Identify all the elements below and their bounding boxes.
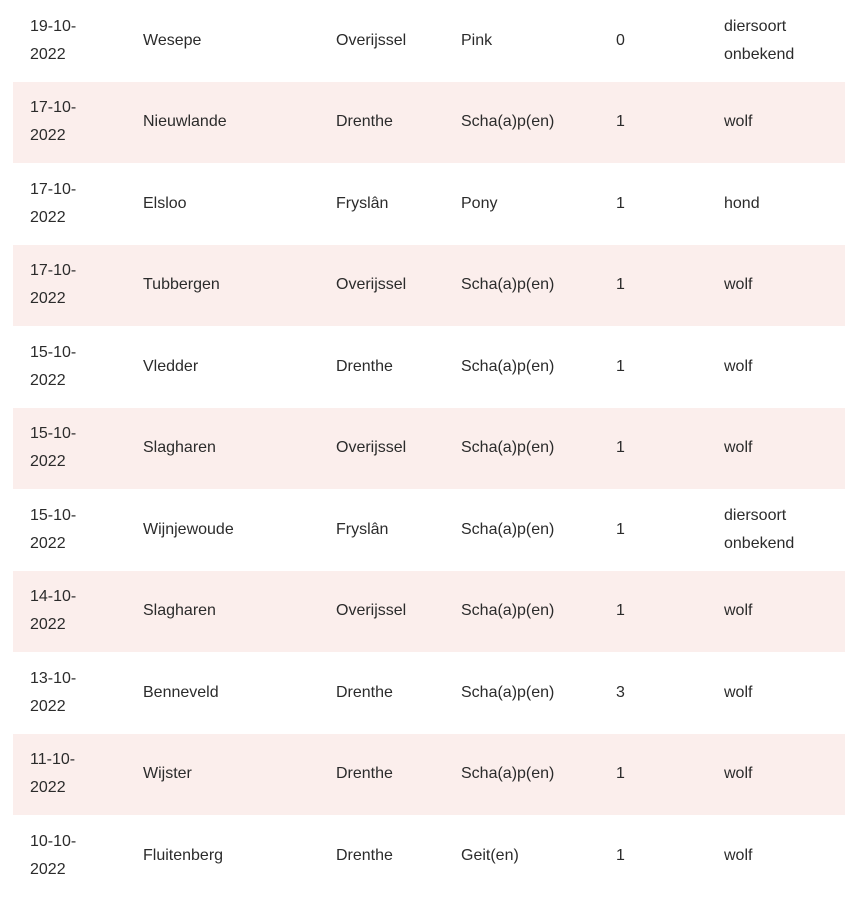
table-row — [13, 734, 845, 816]
date-cell: 17-10-2022 — [30, 99, 77, 145]
count-cell: 1 — [616, 846, 625, 864]
place-cell: Nieuwlande — [143, 113, 227, 131]
table-row — [13, 408, 845, 490]
animal-cell: Scha(a)p(en) — [461, 113, 555, 131]
province-cell: Drenthe — [336, 113, 393, 131]
animal-cell: Pink — [461, 31, 493, 49]
table-row — [13, 815, 845, 897]
cause-cell: wolf — [724, 602, 753, 620]
province-cell: Drenthe — [336, 357, 393, 375]
date-cell: 17-10-2022 — [30, 180, 77, 226]
animal-cell: Geit(en) — [461, 846, 519, 864]
count-cell: 3 — [616, 683, 625, 701]
table-row — [13, 0, 845, 82]
cause-cell: wolf — [724, 113, 753, 131]
province-cell: Overijssel — [336, 276, 407, 294]
cause-cell: diersoort onbekend — [724, 17, 795, 63]
animal-cell: Scha(a)p(en) — [461, 602, 555, 620]
date-cell: 15-10-2022 — [30, 343, 77, 389]
cause-cell: wolf — [724, 439, 753, 457]
animal-cell: Scha(a)p(en) — [461, 683, 555, 701]
date-cell: 14-10-2022 — [30, 588, 77, 634]
cause-cell: wolf — [724, 765, 753, 783]
date-cell: 19-10-2022 — [30, 17, 77, 63]
place-cell: Benneveld — [143, 683, 219, 701]
count-cell: 1 — [616, 357, 625, 375]
animal-cell: Scha(a)p(en) — [461, 520, 555, 538]
place-cell: Vledder — [143, 357, 199, 375]
province-cell: Drenthe — [336, 846, 393, 864]
province-cell: Fryslân — [336, 194, 389, 212]
date-cell: 11-10-2022 — [30, 751, 76, 797]
table-row — [13, 163, 845, 245]
count-cell: 1 — [616, 520, 625, 538]
place-cell: Wijnjewoude — [143, 520, 234, 538]
count-cell: 0 — [616, 31, 625, 49]
date-cell: 15-10-2022 — [30, 425, 77, 471]
animal-cell: Scha(a)p(en) — [461, 439, 555, 457]
place-cell: Tubbergen — [143, 276, 220, 294]
table-row — [13, 652, 845, 734]
incidents-table — [13, 0, 845, 897]
province-cell: Overijssel — [336, 31, 407, 49]
date-cell: 17-10-2022 — [30, 262, 77, 308]
place-cell: Fluitenberg — [143, 846, 224, 864]
province-cell: Drenthe — [336, 683, 393, 701]
province-cell: Overijssel — [336, 439, 407, 457]
table-row — [13, 82, 845, 164]
place-cell: Slagharen — [143, 439, 216, 457]
place-cell: Elsloo — [143, 194, 187, 212]
province-cell: Overijssel — [336, 602, 407, 620]
date-cell: 13-10-2022 — [30, 669, 77, 715]
province-cell: Fryslân — [336, 520, 389, 538]
place-cell: Slagharen — [143, 602, 216, 620]
animal-cell: Scha(a)p(en) — [461, 276, 555, 294]
date-cell: 10-10-2022 — [30, 832, 77, 878]
cause-cell: wolf — [724, 846, 753, 864]
count-cell: 1 — [616, 276, 625, 294]
count-cell: 1 — [616, 602, 625, 620]
table-row — [13, 326, 845, 408]
animal-cell: Scha(a)p(en) — [461, 765, 555, 783]
animal-cell: Pony — [461, 194, 498, 212]
province-cell: Drenthe — [336, 765, 393, 783]
cause-cell: wolf — [724, 683, 753, 701]
cause-cell: diersoort onbekend — [724, 506, 795, 552]
count-cell: 1 — [616, 439, 625, 457]
cause-cell: wolf — [724, 357, 753, 375]
place-cell: Wesepe — [143, 31, 202, 49]
place-cell: Wijster — [143, 765, 192, 783]
cause-cell: hond — [724, 194, 760, 212]
table-row — [13, 489, 845, 571]
animal-cell: Scha(a)p(en) — [461, 357, 555, 375]
table-row — [13, 571, 845, 653]
cause-cell: wolf — [724, 276, 753, 294]
count-cell: 1 — [616, 194, 625, 212]
date-cell: 15-10-2022 — [30, 506, 77, 552]
table-row — [13, 245, 845, 327]
count-cell: 1 — [616, 113, 625, 131]
count-cell: 1 — [616, 765, 625, 783]
